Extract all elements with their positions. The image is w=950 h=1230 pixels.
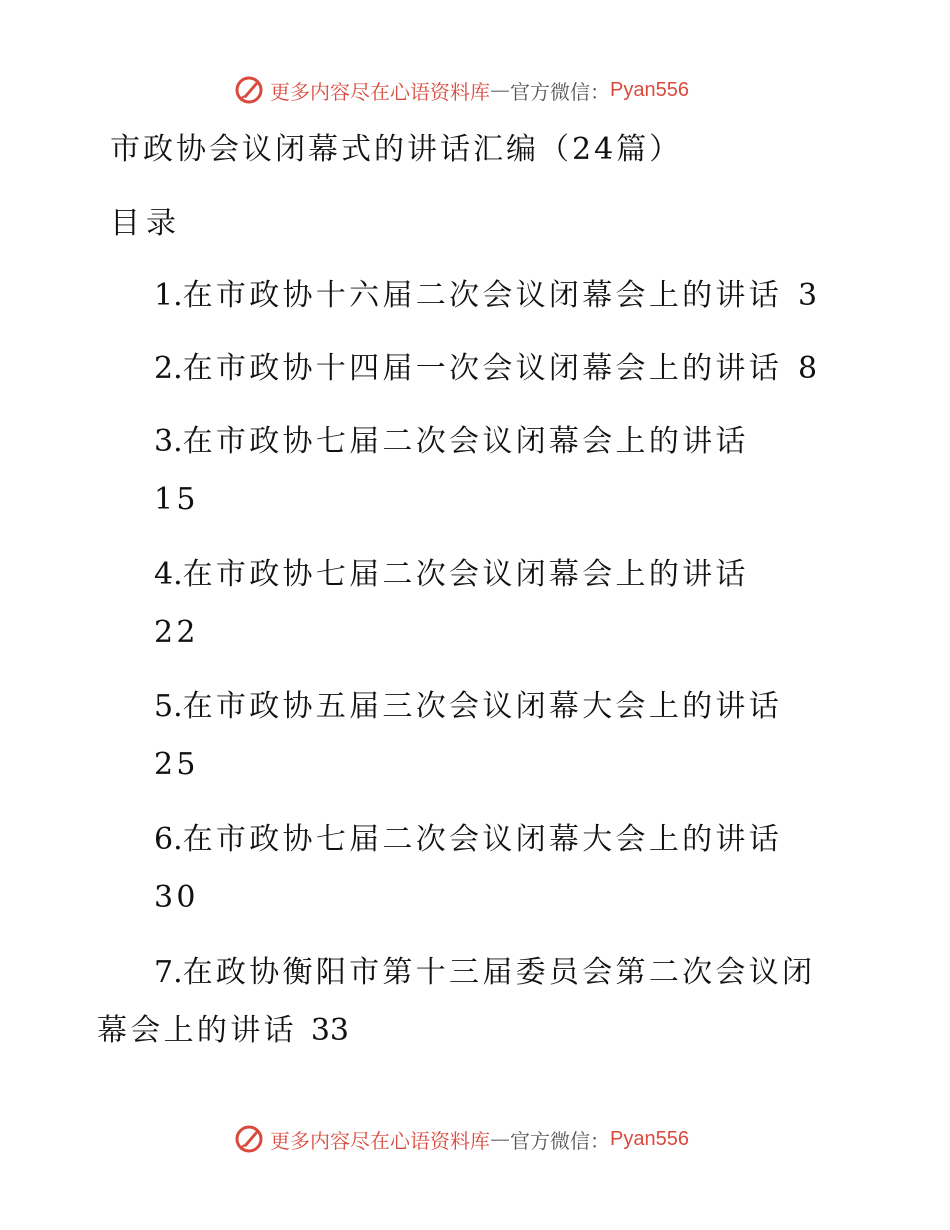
toc-entry-page: 33: [310, 1013, 349, 1048]
toc-entry-title: 在政协衡阳市第十三届委员会第二次会议闭: [182, 955, 816, 990]
toc-entry-title: 在市政协十四届一次会议闭幕会上的讲话: [182, 351, 783, 386]
toc-entry-title: 在市政协七届二次会议闭幕会上的讲话: [182, 424, 749, 459]
toc-entry-page: 22: [154, 615, 199, 650]
footer-watermark: [234, 1122, 689, 1156]
toc-entry[interactable]: [154, 349, 817, 389]
toc-entry-title-continued: 幕会上的讲话: [97, 1013, 297, 1048]
toc-entry-continuation: [97, 1011, 349, 1051]
document-title: 市政协会议闭幕式的讲话汇编（24篇）: [110, 132, 683, 167]
toc-entry[interactable]: [154, 953, 815, 993]
toc-entry-number: 4.: [154, 557, 183, 592]
toc-entry[interactable]: [154, 820, 782, 860]
watermark-text: 更多内容尽在心语资料库: [270, 1128, 490, 1153]
toc-entry[interactable]: [154, 555, 749, 595]
watermark-wechat-label: 官方微信：: [510, 1128, 610, 1153]
quill-logo-icon: [234, 1124, 264, 1154]
toc-entry-title: 在市政协十六届二次会议闭幕会上的讲话: [182, 278, 783, 313]
toc-entry-page: 25: [154, 747, 199, 782]
toc-entry-number: 2.: [154, 351, 183, 386]
toc-entry[interactable]: [154, 422, 749, 462]
toc-entry[interactable]: [154, 276, 817, 316]
toc-entry-page: 3: [798, 278, 818, 313]
watermark-separator: —: [490, 78, 510, 102]
toc-entry-number: 3.: [154, 424, 183, 459]
toc-entry-number: 5.: [154, 689, 183, 724]
toc-entry-title: 在市政协七届二次会议闭幕会上的讲话: [182, 557, 749, 592]
watermark-wechat-id: Pyan556: [610, 1127, 689, 1150]
toc-entry-title: 在市政协七届二次会议闭幕大会上的讲话: [182, 822, 783, 857]
quill-logo-icon: [234, 75, 264, 105]
toc-heading: 目录: [110, 206, 182, 241]
toc-entry-page: 8: [798, 351, 818, 386]
toc-entry[interactable]: [154, 687, 782, 727]
watermark-text: 更多内容尽在心语资料库: [270, 79, 490, 104]
watermark-wechat-label: 官方微信：: [510, 79, 610, 104]
toc-entry-page: 30: [154, 880, 199, 915]
header-watermark: [234, 73, 689, 107]
watermark-wechat-id: Pyan556: [610, 78, 689, 101]
toc-entry-number: 6.: [154, 822, 183, 857]
toc-entry-page: 15: [154, 482, 199, 517]
watermark-separator: —: [490, 1127, 510, 1151]
toc-entry-number: 1.: [154, 278, 183, 313]
toc-entry-title: 在市政协五届三次会议闭幕大会上的讲话: [182, 689, 783, 724]
toc-entry-number: 7.: [154, 955, 183, 990]
